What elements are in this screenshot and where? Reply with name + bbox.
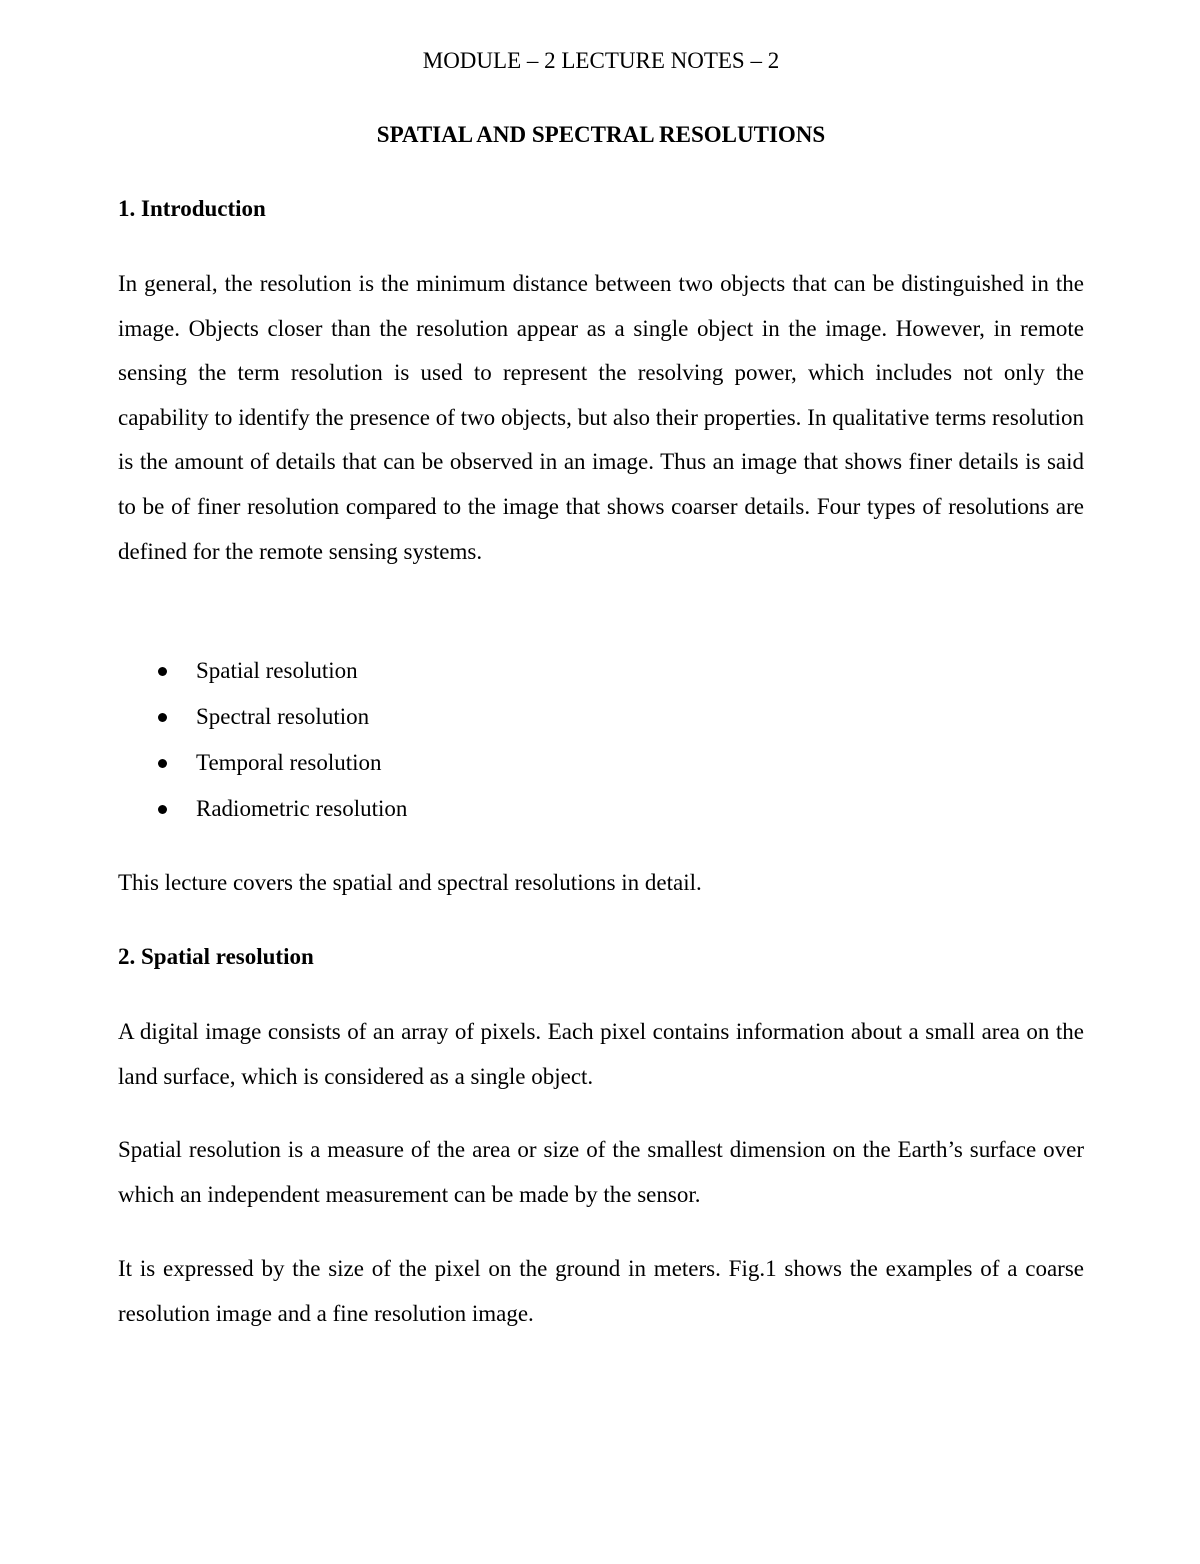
bullet-icon: [158, 667, 167, 676]
list-item: [118, 648, 407, 694]
resolution-types-list: [118, 648, 407, 832]
section-heading-introduction: 1. Introduction: [118, 196, 266, 221]
spatial-paragraph-2: Spatial resolution is a measure of the area or size of the smallest dimension on the Earth’s surface over which an independent measurement can be made by the sensor.: [118, 1137, 1084, 1207]
bullet-icon: [158, 713, 167, 722]
list-item-label: Spatial resolution: [196, 658, 358, 683]
introduction-closing-paragraph: This lecture covers the spatial and spectral resolutions in detail.: [118, 870, 702, 895]
list-item: [118, 740, 407, 786]
introduction-paragraph: In general, the resolution is the minimum distance between two objects that can be distinguished in the image. Objects closer than the resolution appear as a single object in the image. However, in remote sensing the term resolution is used to represent the resolving power, which includes not only the capability to identify the presence of two objects, but also their properties. In qualitative terms resolution is the amount of details that can be observed in an image. Thus an image that shows finer details is said to be of finer resolution compared to the image that shows coarser details. Four types of resolutions are defined for the remote sensing systems.: [118, 271, 1084, 564]
page-title: SPATIAL AND SPECTRAL RESOLUTIONS: [376, 122, 826, 147]
module-title: MODULE – 2 LECTURE NOTES – 2: [422, 48, 780, 73]
bullet-icon: [158, 805, 167, 814]
list-item: [118, 694, 407, 740]
list-item-label: Radiometric resolution: [196, 796, 408, 821]
spatial-paragraph-3: It is expressed by the size of the pixel on the ground in meters. Fig.1 shows the examples of a coarse resolution image and a fine resolution image.: [118, 1256, 1084, 1326]
spatial-paragraph-1: A digital image consists of an array of pixels. Each pixel contains information about a small area on the land surface, which is considered as a single object.: [118, 1019, 1084, 1089]
list-item: [118, 786, 407, 832]
section-heading-spatial-resolution: 2. Spatial resolution: [118, 944, 314, 969]
list-item-label: Spectral resolution: [196, 704, 370, 729]
bullet-icon: [158, 759, 167, 768]
list-item-label: Temporal resolution: [196, 750, 382, 775]
